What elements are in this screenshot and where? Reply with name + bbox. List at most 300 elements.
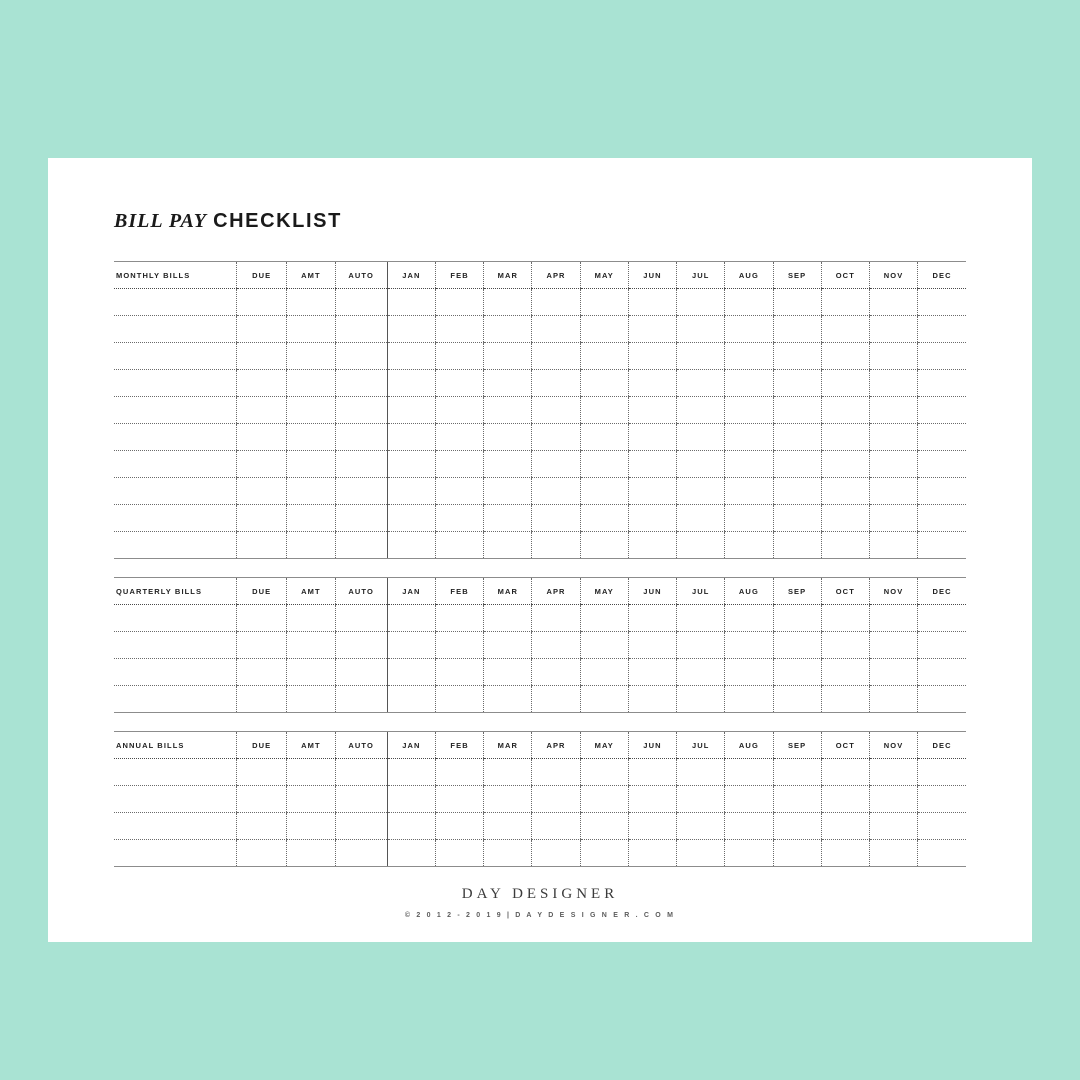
cell-sep[interactable] (773, 370, 821, 397)
cell-due[interactable] (237, 632, 287, 659)
cell-aug[interactable] (725, 786, 773, 813)
bill-name-cell[interactable] (114, 786, 237, 813)
cell-sep[interactable] (773, 316, 821, 343)
cell-oct[interactable] (821, 370, 869, 397)
cell-jan[interactable] (387, 813, 435, 840)
cell-may[interactable] (580, 424, 628, 451)
cell-feb[interactable] (435, 424, 483, 451)
cell-jan[interactable] (387, 659, 435, 686)
cell-mar[interactable] (484, 686, 532, 713)
cell-nov[interactable] (869, 424, 917, 451)
cell-jun[interactable] (628, 786, 676, 813)
cell-nov[interactable] (869, 686, 917, 713)
cell-may[interactable] (580, 505, 628, 532)
cell-dec[interactable] (918, 813, 966, 840)
cell-dec[interactable] (918, 451, 966, 478)
cell-sep[interactable] (773, 289, 821, 316)
cell-jul[interactable] (677, 397, 725, 424)
cell-oct[interactable] (821, 605, 869, 632)
cell-amt[interactable] (287, 316, 335, 343)
table-row[interactable] (114, 370, 966, 397)
cell-due[interactable] (237, 478, 287, 505)
cell-amt[interactable] (287, 478, 335, 505)
cell-sep[interactable] (773, 505, 821, 532)
cell-aug[interactable] (725, 605, 773, 632)
cell-sep[interactable] (773, 632, 821, 659)
cell-nov[interactable] (869, 786, 917, 813)
cell-aug[interactable] (725, 424, 773, 451)
cell-mar[interactable] (484, 532, 532, 559)
cell-jul[interactable] (677, 759, 725, 786)
cell-feb[interactable] (435, 605, 483, 632)
cell-amt[interactable] (287, 786, 335, 813)
cell-apr[interactable] (532, 370, 580, 397)
cell-jul[interactable] (677, 505, 725, 532)
table-row[interactable] (114, 686, 966, 713)
cell-auto[interactable] (335, 397, 387, 424)
cell-jan[interactable] (387, 605, 435, 632)
cell-mar[interactable] (484, 813, 532, 840)
cell-aug[interactable] (725, 370, 773, 397)
cell-jul[interactable] (677, 813, 725, 840)
cell-due[interactable] (237, 605, 287, 632)
cell-oct[interactable] (821, 759, 869, 786)
cell-sep[interactable] (773, 840, 821, 867)
bill-name-cell[interactable] (114, 424, 237, 451)
cell-auto[interactable] (335, 632, 387, 659)
cell-jun[interactable] (628, 505, 676, 532)
cell-nov[interactable] (869, 397, 917, 424)
cell-due[interactable] (237, 786, 287, 813)
cell-auto[interactable] (335, 505, 387, 532)
cell-sep[interactable] (773, 397, 821, 424)
cell-apr[interactable] (532, 478, 580, 505)
cell-may[interactable] (580, 289, 628, 316)
cell-apr[interactable] (532, 659, 580, 686)
cell-amt[interactable] (287, 343, 335, 370)
cell-jun[interactable] (628, 451, 676, 478)
cell-nov[interactable] (869, 370, 917, 397)
table-row[interactable] (114, 532, 966, 559)
cell-auto[interactable] (335, 659, 387, 686)
cell-mar[interactable] (484, 632, 532, 659)
table-row[interactable] (114, 424, 966, 451)
cell-mar[interactable] (484, 370, 532, 397)
bill-name-cell[interactable] (114, 316, 237, 343)
cell-due[interactable] (237, 316, 287, 343)
cell-due[interactable] (237, 532, 287, 559)
cell-aug[interactable] (725, 397, 773, 424)
cell-oct[interactable] (821, 659, 869, 686)
cell-dec[interactable] (918, 316, 966, 343)
cell-due[interactable] (237, 840, 287, 867)
bill-name-cell[interactable] (114, 632, 237, 659)
cell-aug[interactable] (725, 840, 773, 867)
cell-dec[interactable] (918, 289, 966, 316)
cell-due[interactable] (237, 505, 287, 532)
cell-may[interactable] (580, 316, 628, 343)
cell-due[interactable] (237, 424, 287, 451)
cell-feb[interactable] (435, 813, 483, 840)
cell-sep[interactable] (773, 605, 821, 632)
bill-name-cell[interactable] (114, 289, 237, 316)
cell-aug[interactable] (725, 478, 773, 505)
cell-jun[interactable] (628, 370, 676, 397)
cell-jan[interactable] (387, 686, 435, 713)
bill-name-cell[interactable] (114, 840, 237, 867)
cell-apr[interactable] (532, 632, 580, 659)
cell-amt[interactable] (287, 813, 335, 840)
cell-oct[interactable] (821, 289, 869, 316)
bill-name-cell[interactable] (114, 759, 237, 786)
cell-jun[interactable] (628, 605, 676, 632)
cell-dec[interactable] (918, 786, 966, 813)
cell-amt[interactable] (287, 605, 335, 632)
cell-auto[interactable] (335, 424, 387, 451)
cell-feb[interactable] (435, 505, 483, 532)
cell-feb[interactable] (435, 289, 483, 316)
cell-due[interactable] (237, 686, 287, 713)
cell-sep[interactable] (773, 786, 821, 813)
cell-auto[interactable] (335, 316, 387, 343)
cell-sep[interactable] (773, 532, 821, 559)
cell-oct[interactable] (821, 632, 869, 659)
cell-amt[interactable] (287, 289, 335, 316)
cell-may[interactable] (580, 686, 628, 713)
cell-nov[interactable] (869, 659, 917, 686)
cell-nov[interactable] (869, 813, 917, 840)
cell-due[interactable] (237, 813, 287, 840)
cell-nov[interactable] (869, 632, 917, 659)
cell-apr[interactable] (532, 605, 580, 632)
cell-mar[interactable] (484, 659, 532, 686)
cell-oct[interactable] (821, 451, 869, 478)
bill-name-cell[interactable] (114, 397, 237, 424)
cell-dec[interactable] (918, 397, 966, 424)
cell-mar[interactable] (484, 786, 532, 813)
cell-apr[interactable] (532, 813, 580, 840)
bill-name-cell[interactable] (114, 813, 237, 840)
table-row[interactable] (114, 316, 966, 343)
cell-mar[interactable] (484, 424, 532, 451)
cell-oct[interactable] (821, 786, 869, 813)
table-row[interactable] (114, 343, 966, 370)
cell-jul[interactable] (677, 686, 725, 713)
cell-feb[interactable] (435, 478, 483, 505)
cell-nov[interactable] (869, 478, 917, 505)
table-row[interactable] (114, 813, 966, 840)
cell-jan[interactable] (387, 532, 435, 559)
cell-auto[interactable] (335, 686, 387, 713)
table-row[interactable] (114, 505, 966, 532)
cell-mar[interactable] (484, 397, 532, 424)
bill-name-cell[interactable] (114, 686, 237, 713)
cell-sep[interactable] (773, 478, 821, 505)
cell-dec[interactable] (918, 370, 966, 397)
cell-feb[interactable] (435, 532, 483, 559)
cell-jan[interactable] (387, 505, 435, 532)
table-row[interactable] (114, 759, 966, 786)
cell-jun[interactable] (628, 532, 676, 559)
cell-jun[interactable] (628, 343, 676, 370)
cell-apr[interactable] (532, 343, 580, 370)
cell-aug[interactable] (725, 505, 773, 532)
cell-feb[interactable] (435, 786, 483, 813)
cell-jan[interactable] (387, 316, 435, 343)
cell-feb[interactable] (435, 316, 483, 343)
cell-due[interactable] (237, 451, 287, 478)
cell-nov[interactable] (869, 505, 917, 532)
cell-auto[interactable] (335, 289, 387, 316)
cell-nov[interactable] (869, 840, 917, 867)
bill-name-cell[interactable] (114, 532, 237, 559)
cell-aug[interactable] (725, 659, 773, 686)
cell-aug[interactable] (725, 759, 773, 786)
bill-name-cell[interactable] (114, 478, 237, 505)
cell-may[interactable] (580, 632, 628, 659)
cell-jun[interactable] (628, 659, 676, 686)
cell-aug[interactable] (725, 451, 773, 478)
cell-aug[interactable] (725, 532, 773, 559)
cell-amt[interactable] (287, 505, 335, 532)
cell-auto[interactable] (335, 478, 387, 505)
cell-amt[interactable] (287, 532, 335, 559)
cell-dec[interactable] (918, 632, 966, 659)
cell-due[interactable] (237, 659, 287, 686)
cell-apr[interactable] (532, 505, 580, 532)
cell-feb[interactable] (435, 397, 483, 424)
cell-jan[interactable] (387, 451, 435, 478)
cell-nov[interactable] (869, 532, 917, 559)
cell-nov[interactable] (869, 759, 917, 786)
cell-feb[interactable] (435, 686, 483, 713)
cell-aug[interactable] (725, 316, 773, 343)
cell-jul[interactable] (677, 424, 725, 451)
cell-jan[interactable] (387, 840, 435, 867)
cell-may[interactable] (580, 370, 628, 397)
bill-name-cell[interactable] (114, 505, 237, 532)
cell-nov[interactable] (869, 451, 917, 478)
cell-jan[interactable] (387, 632, 435, 659)
cell-aug[interactable] (725, 289, 773, 316)
cell-mar[interactable] (484, 289, 532, 316)
table-row[interactable] (114, 659, 966, 686)
cell-apr[interactable] (532, 451, 580, 478)
cell-amt[interactable] (287, 759, 335, 786)
cell-jan[interactable] (387, 343, 435, 370)
cell-jun[interactable] (628, 397, 676, 424)
cell-dec[interactable] (918, 532, 966, 559)
cell-amt[interactable] (287, 632, 335, 659)
cell-oct[interactable] (821, 532, 869, 559)
cell-feb[interactable] (435, 451, 483, 478)
table-row[interactable] (114, 478, 966, 505)
cell-may[interactable] (580, 451, 628, 478)
cell-apr[interactable] (532, 686, 580, 713)
cell-may[interactable] (580, 759, 628, 786)
cell-jun[interactable] (628, 759, 676, 786)
cell-aug[interactable] (725, 632, 773, 659)
cell-oct[interactable] (821, 813, 869, 840)
cell-dec[interactable] (918, 659, 966, 686)
cell-jun[interactable] (628, 632, 676, 659)
cell-amt[interactable] (287, 397, 335, 424)
cell-jun[interactable] (628, 289, 676, 316)
cell-feb[interactable] (435, 840, 483, 867)
cell-oct[interactable] (821, 316, 869, 343)
cell-apr[interactable] (532, 532, 580, 559)
cell-amt[interactable] (287, 451, 335, 478)
cell-oct[interactable] (821, 424, 869, 451)
cell-jul[interactable] (677, 840, 725, 867)
cell-mar[interactable] (484, 478, 532, 505)
cell-aug[interactable] (725, 813, 773, 840)
bill-name-cell[interactable] (114, 343, 237, 370)
cell-jun[interactable] (628, 424, 676, 451)
cell-may[interactable] (580, 397, 628, 424)
cell-amt[interactable] (287, 659, 335, 686)
cell-due[interactable] (237, 370, 287, 397)
cell-sep[interactable] (773, 451, 821, 478)
cell-mar[interactable] (484, 605, 532, 632)
table-row[interactable] (114, 632, 966, 659)
cell-dec[interactable] (918, 605, 966, 632)
cell-jul[interactable] (677, 632, 725, 659)
cell-dec[interactable] (918, 840, 966, 867)
cell-dec[interactable] (918, 424, 966, 451)
cell-may[interactable] (580, 478, 628, 505)
cell-amt[interactable] (287, 686, 335, 713)
cell-auto[interactable] (335, 605, 387, 632)
cell-oct[interactable] (821, 478, 869, 505)
cell-feb[interactable] (435, 759, 483, 786)
cell-sep[interactable] (773, 813, 821, 840)
table-row[interactable] (114, 397, 966, 424)
cell-mar[interactable] (484, 343, 532, 370)
table-row[interactable] (114, 840, 966, 867)
cell-due[interactable] (237, 397, 287, 424)
cell-jul[interactable] (677, 451, 725, 478)
cell-may[interactable] (580, 840, 628, 867)
cell-feb[interactable] (435, 632, 483, 659)
cell-auto[interactable] (335, 451, 387, 478)
cell-feb[interactable] (435, 343, 483, 370)
bill-name-cell[interactable] (114, 605, 237, 632)
cell-sep[interactable] (773, 343, 821, 370)
cell-sep[interactable] (773, 659, 821, 686)
cell-jun[interactable] (628, 813, 676, 840)
cell-may[interactable] (580, 813, 628, 840)
cell-apr[interactable] (532, 397, 580, 424)
cell-jul[interactable] (677, 605, 725, 632)
cell-jul[interactable] (677, 478, 725, 505)
cell-due[interactable] (237, 343, 287, 370)
cell-apr[interactable] (532, 289, 580, 316)
cell-amt[interactable] (287, 424, 335, 451)
cell-feb[interactable] (435, 659, 483, 686)
cell-auto[interactable] (335, 532, 387, 559)
cell-dec[interactable] (918, 759, 966, 786)
cell-jul[interactable] (677, 316, 725, 343)
cell-nov[interactable] (869, 343, 917, 370)
cell-apr[interactable] (532, 759, 580, 786)
cell-jul[interactable] (677, 532, 725, 559)
cell-aug[interactable] (725, 686, 773, 713)
cell-nov[interactable] (869, 605, 917, 632)
cell-jun[interactable] (628, 316, 676, 343)
cell-jan[interactable] (387, 289, 435, 316)
bill-name-cell[interactable] (114, 659, 237, 686)
bill-name-cell[interactable] (114, 451, 237, 478)
cell-oct[interactable] (821, 343, 869, 370)
cell-may[interactable] (580, 532, 628, 559)
cell-mar[interactable] (484, 505, 532, 532)
cell-jan[interactable] (387, 397, 435, 424)
cell-dec[interactable] (918, 505, 966, 532)
cell-amt[interactable] (287, 370, 335, 397)
bill-name-cell[interactable] (114, 370, 237, 397)
cell-dec[interactable] (918, 686, 966, 713)
cell-mar[interactable] (484, 451, 532, 478)
cell-nov[interactable] (869, 316, 917, 343)
cell-dec[interactable] (918, 343, 966, 370)
cell-jan[interactable] (387, 759, 435, 786)
cell-mar[interactable] (484, 759, 532, 786)
cell-auto[interactable] (335, 370, 387, 397)
cell-apr[interactable] (532, 316, 580, 343)
cell-apr[interactable] (532, 840, 580, 867)
cell-may[interactable] (580, 343, 628, 370)
cell-sep[interactable] (773, 424, 821, 451)
cell-jun[interactable] (628, 478, 676, 505)
cell-auto[interactable] (335, 786, 387, 813)
cell-amt[interactable] (287, 840, 335, 867)
cell-jul[interactable] (677, 659, 725, 686)
cell-sep[interactable] (773, 759, 821, 786)
cell-nov[interactable] (869, 289, 917, 316)
cell-jul[interactable] (677, 370, 725, 397)
cell-jun[interactable] (628, 686, 676, 713)
cell-oct[interactable] (821, 505, 869, 532)
cell-jul[interactable] (677, 786, 725, 813)
cell-apr[interactable] (532, 424, 580, 451)
cell-may[interactable] (580, 786, 628, 813)
cell-jan[interactable] (387, 786, 435, 813)
cell-oct[interactable] (821, 840, 869, 867)
cell-dec[interactable] (918, 478, 966, 505)
cell-oct[interactable] (821, 686, 869, 713)
cell-due[interactable] (237, 289, 287, 316)
cell-auto[interactable] (335, 813, 387, 840)
table-row[interactable] (114, 786, 966, 813)
cell-jun[interactable] (628, 840, 676, 867)
cell-jul[interactable] (677, 343, 725, 370)
cell-due[interactable] (237, 759, 287, 786)
table-row[interactable] (114, 605, 966, 632)
cell-auto[interactable] (335, 840, 387, 867)
table-row[interactable] (114, 451, 966, 478)
cell-mar[interactable] (484, 316, 532, 343)
cell-feb[interactable] (435, 370, 483, 397)
cell-mar[interactable] (484, 840, 532, 867)
cell-apr[interactable] (532, 786, 580, 813)
cell-auto[interactable] (335, 759, 387, 786)
cell-jan[interactable] (387, 424, 435, 451)
cell-jan[interactable] (387, 370, 435, 397)
table-row[interactable] (114, 289, 966, 316)
cell-sep[interactable] (773, 686, 821, 713)
cell-jan[interactable] (387, 478, 435, 505)
